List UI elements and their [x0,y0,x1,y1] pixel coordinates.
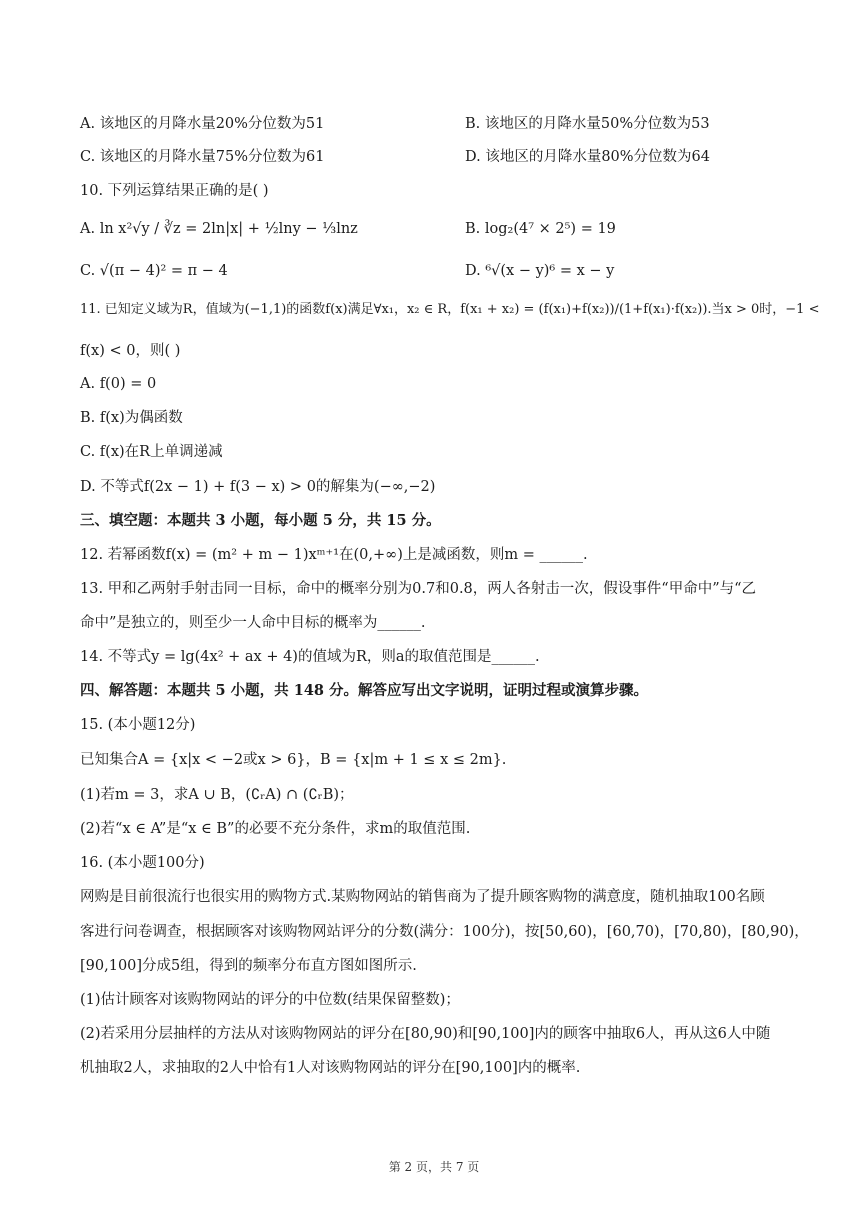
q9-option-a: A. 该地区的月降水量20%分位数为51 [80,116,325,132]
q16-part2-line1: (2)若采用分层抽样的方法从对该购物网站的评分在[80,90)和[90,100]内的顾客中抽取6人，再从这6人中随 [80,1026,771,1042]
page-footer: 第 2 页，共 7 页 [388,1160,480,1174]
q9-option-b: B. 该地区的月降水量50%分位数为53 [465,116,710,132]
q16-part2-line2: 机抽取2人，求抽取的2人中恰有1人对该购物网站的评分在[90,100]内的概率. [80,1060,581,1076]
q15-title: 15. (本小题12分) [80,717,196,733]
q15-part2: (2)若“x ∈ A”是“x ∈ B”的必要不充分条件，求m的取值范围. [80,821,471,837]
q11-option-d: D. 不等式f(2x − 1) + f(3 − x) > 0的解集为(−∞,−2) [80,479,436,495]
q11-option-c: C. f(x)在R上单调递减 [80,444,223,460]
q10-option-c: C. √(π − 4)² = π − 4 [80,263,228,279]
q9-row-cd [80,146,798,168]
q10-row-ab [80,218,798,240]
q16-line2: 客进行问卷调查，根据顾客对该购物网站评分的分数(满分：100分)，按[50,60)，[60,70)，[70,80)，[80,90)， [80,924,809,940]
q16-title: 16. (本小题100分) [80,855,205,871]
q15-part1: (1)若m = 3，求A ∪ B，(∁ᵣA) ∩ (∁ᵣB)； [80,787,354,803]
q9-option-c: C. 该地区的月降水量75%分位数为61 [80,149,325,165]
q16-line1: 网购是目前很流行也很实用的购物方式.某购物网站的销售商为了提升顾客购物的满意度，随机抽取100名顾 [80,889,765,905]
q9-option-d: D. 该地区的月降水量80%分位数为64 [465,149,711,165]
q13-line1: 13. 甲和乙两射手射击同一目标，命中的概率分别为0.7和0.8，两人各射击一次，假设事件“甲命中”与“乙 [80,581,757,597]
q10-option-a: A. ln x²√y / ∛z = 2ln|x| + ½lny − ⅓lnz [80,221,358,237]
section-3-heading: 三、填空题：本题共 3 小题，每小题 5 分，共 15 分。 [80,512,441,529]
q11-stem-line1: 11. 已知定义域为R，值域为(−1,1)的函数f(x)满足∀x₁，x₂ ∈ R，f(x₁ + x₂) = (f(x₁)+f(x₂))/(1+f(x₁)·f(x₂)).当x > 0时，−1 < [80,302,820,317]
q11-option-a: A. f(0) = 0 [80,376,157,392]
q15-stem: 已知集合A = {x|x < −2或x > 6}，B = {x|m + 1 ≤ x ≤ 2m}. [80,752,507,768]
q16-line3: [90,100]分成5组，得到的频率分布直方图如图所示. [80,958,417,974]
q14: 14. 不等式y = lg(4x² + ax + 4)的值域为R，则a的取值范围是______. [80,649,540,665]
q11-stem-line2: f(x) < 0，则( ) [80,343,181,359]
q11-option-b: B. f(x)为偶函数 [80,410,183,426]
q12: 12. 若幂函数f(x) = (m² + m − 1)xᵐ⁺¹在(0,+∞)上是减函数，则m = ______. [80,547,588,563]
q16-part1: (1)估计顾客对该购物网站的评分的中位数(结果保留整数)； [80,992,460,1008]
q10-row-cd [80,260,798,282]
q10-stem: 10. 下列运算结果正确的是( ) [80,183,269,199]
q10-option-d: D. ⁶√(x − y)⁶ = x − y [465,263,615,279]
q10-option-b: B. log₂(4⁷ × 2⁵) = 19 [465,221,616,237]
q9-row-ab [80,113,798,135]
section-4-heading: 四、解答题：本题共 5 小题，共 148 分。解答应写出文字说明，证明过程或演算步骤。 [80,682,649,699]
q13-line2: 命中”是独立的，则至少一人命中目标的概率为______. [80,615,426,631]
